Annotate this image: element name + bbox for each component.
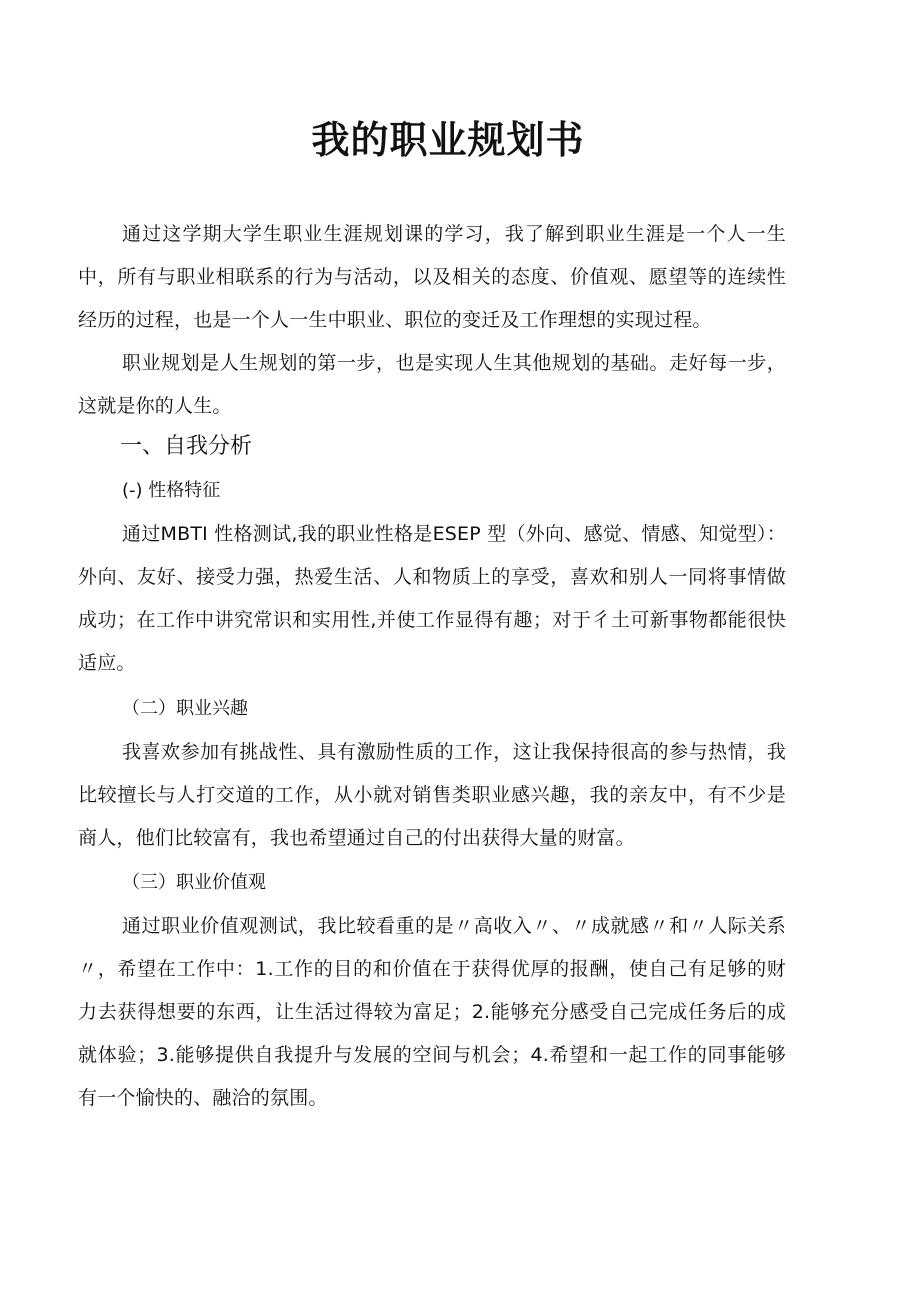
section-heading-self-analysis: 一、自我分析 <box>120 434 253 459</box>
subsection-heading-personality: (-) 性格特征 <box>122 480 221 501</box>
interest-paragraph: 我喜欢参加有挑战性、具有激励性质的工作，这让我保持很高的参与热情，我比较擅长与人打交道的工作，从小就对销售类职业感兴趣，我的亲友中，有不少是商人，他们比较富有，我也希望通过自己的付出获得大量的财富。 <box>78 741 786 849</box>
document-title: 我的职业规划书 <box>311 118 585 162</box>
subsection-heading-values: （三）职业价值观 <box>122 872 266 893</box>
subsection-heading-interest: （二）职业兴趣 <box>122 698 248 719</box>
values-paragraph: 通过职业价值观测试，我比较看重的是〃高收入〃、〃成就感〃和〃人际关系〃，希望在工作中：1.工作的目的和价值在于获得优厚的报酬，使自己有足够的财力去获得想要的东西，让生活过得较为富足；2.能够充分感受自己完成任务后的成就体验；3.能够提供自我提升与发展的空间与机会；4.希望和一起工作的同事能够有一个愉快的、融洽的氛围。 <box>78 915 786 1109</box>
intro-paragraph-1: 通过这学期大学生职业生涯规划课的学习，我了解到职业生涯是一个人一生中，所有与职业相联系的行为与活动，以及相关的态度、价值观、愿望等的连续性经历的过程，也是一个人一生中职业、职位的变迁及工作理想的实现过程。 <box>78 223 786 331</box>
personality-paragraph: 通过MBTI 性格测试,我的职业性格是ESEP 型（外向、感觉、情感、知觉型）：外向、友好、接受力强，热爱生活、人和物质上的享受，喜欢和别人一同将事情做成功；在工作中讲究常识和实用性,并使工作显得有趣；对于彳土可新事物都能很快适应。 <box>78 523 786 674</box>
intro-paragraph-2: 职业规划是人生规划的第一步，也是实现人生其他规划的基础。走好每一步，这就是你的人生。 <box>78 352 786 417</box>
